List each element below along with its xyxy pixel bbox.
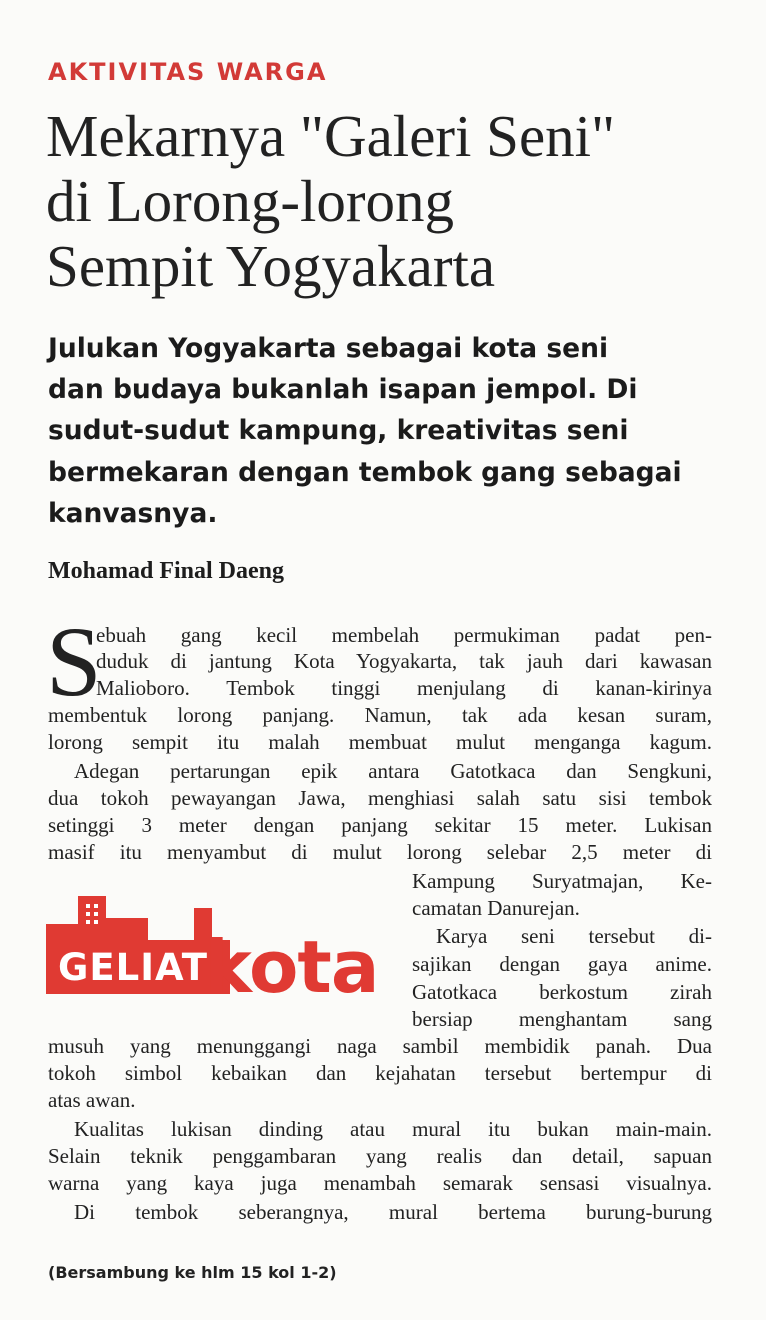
body-line: Selain teknik penggambaran yang realis dan detail, sapuan	[48, 1144, 712, 1168]
body-line: Gatotkaca berkostum zirah	[412, 980, 712, 1004]
body-line: tokoh simbol kebaikan dan kejahatan tersebut bertempur di	[48, 1061, 712, 1085]
continuation-note: (Bersambung ke hlm 15 kol 1-2)	[48, 1263, 337, 1282]
lead-line: dan budaya bukanlah isapan jempol. Di	[48, 374, 638, 406]
headline-line: Sempit Yogyakarta	[46, 233, 496, 299]
logo-word-kota: kota	[204, 925, 379, 1000]
logo-word-geliat: GELIAT	[58, 946, 208, 989]
lead-line: sudut-sudut kampung, kreativitas seni	[48, 415, 629, 447]
body-line: ebuah gang kecil membelah permukiman padat pen-	[96, 623, 712, 647]
lead-line: bermekaran dengan tembok gang sebagai	[48, 456, 682, 488]
section-kicker: AKTIVITAS WARGA	[48, 58, 328, 86]
body-line: bersiap menghantam sang	[412, 1007, 712, 1031]
body-line: masif itu menyambut di mulut lorong selebar 2,5 meter di	[48, 840, 712, 864]
body-line: lorong sempit itu malah membuat mulut menganga kagum.	[48, 730, 712, 754]
body-line: sajikan dengan gaya anime.	[412, 952, 712, 976]
headline	[46, 104, 746, 299]
byline: Mohamad Final Daeng	[48, 558, 285, 584]
body-line: warna yang kaya juga menambah semarak sensasi visualnya.	[48, 1171, 712, 1195]
body-line: Karya seni tersebut di-	[436, 924, 712, 948]
lead-line: kanvasnya.	[48, 497, 218, 529]
headline-line: di Lorong-lorong	[46, 168, 455, 234]
body-line: camatan Danurejan.	[412, 896, 580, 920]
headline-line: Mekarnya "Galeri Seni"	[46, 103, 616, 169]
drop-cap: S	[46, 606, 102, 717]
body-line: Kualitas lukisan dinding atau mural itu bukan main-main.	[74, 1117, 712, 1141]
body-line: membentuk lorong panjang. Namun, tak ada kesan suram,	[48, 703, 712, 727]
body-line: musuh yang menunggangi naga sambil membidik panah. Dua	[48, 1034, 712, 1058]
body-line: dua tokoh pewayangan Jawa, menghiasi salah satu sisi tembok	[48, 786, 712, 810]
lead-line: Julukan Yogyakarta sebagai kota seni	[48, 333, 609, 364]
body-line: Malioboro. Tembok tinggi menjulang di kanan-kirinya	[96, 676, 712, 700]
body-line: atas awan.	[48, 1088, 136, 1112]
body-line: duduk di jantung Kota Yogyakarta, tak jauh dari kawasan	[96, 649, 712, 673]
lead-paragraph	[48, 328, 728, 534]
body-line: Di tembok seberangnya, mural bertema burung-burung	[74, 1200, 712, 1224]
body-line: Kampung Suryatmajan, Ke-	[412, 869, 712, 893]
body-line: Adegan pertarungan epik antara Gatotkaca dan Sengkuni,	[74, 759, 712, 783]
geliat-kota-logo	[44, 888, 390, 1000]
body-line: setinggi 3 meter dengan panjang sekitar 15 meter. Lukisan	[48, 813, 712, 837]
